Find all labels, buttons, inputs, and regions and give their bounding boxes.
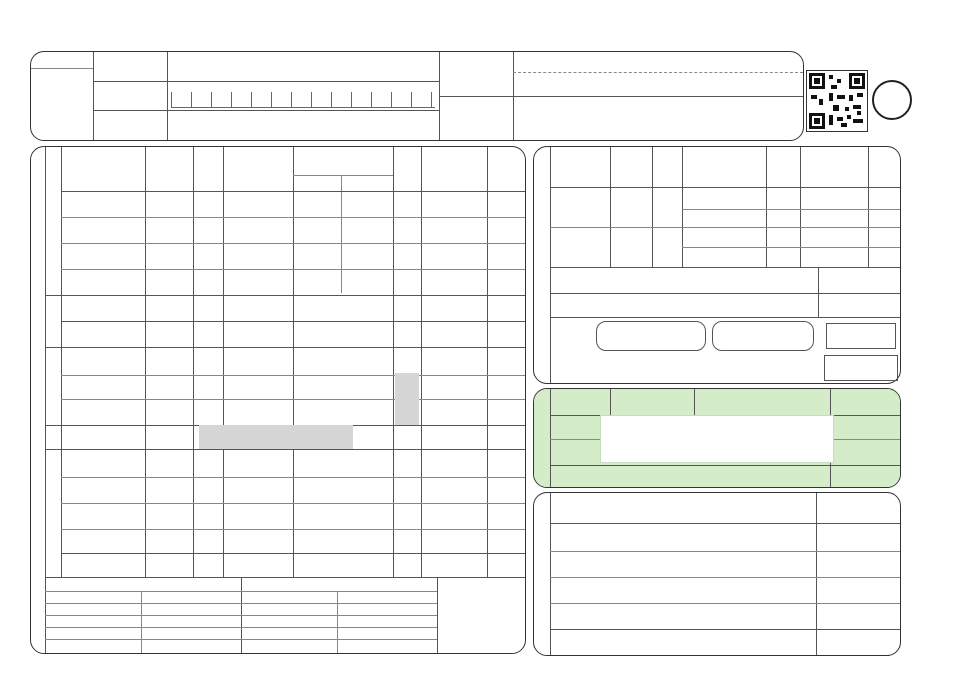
earthquake-insurance-table xyxy=(533,146,901,384)
shaded-cell-column xyxy=(395,373,419,425)
earthquake-result-box xyxy=(826,323,896,349)
earthquake-calc-box-2 xyxy=(712,321,814,351)
social-overlay-box xyxy=(600,415,834,463)
shaded-cell-middle xyxy=(199,425,353,449)
life-insurance-table xyxy=(30,146,526,654)
earthquake-calc-box xyxy=(596,321,706,351)
qr-pattern-icon xyxy=(807,71,867,131)
corporate-number-boxes[interactable] xyxy=(171,92,435,108)
earthquake-total-box xyxy=(824,355,898,381)
small-business-table xyxy=(533,492,901,656)
ho-circle-mark xyxy=(872,80,912,120)
payer-info-block xyxy=(30,51,804,141)
qr-code xyxy=(806,70,868,132)
social-insurance-table xyxy=(533,388,901,488)
